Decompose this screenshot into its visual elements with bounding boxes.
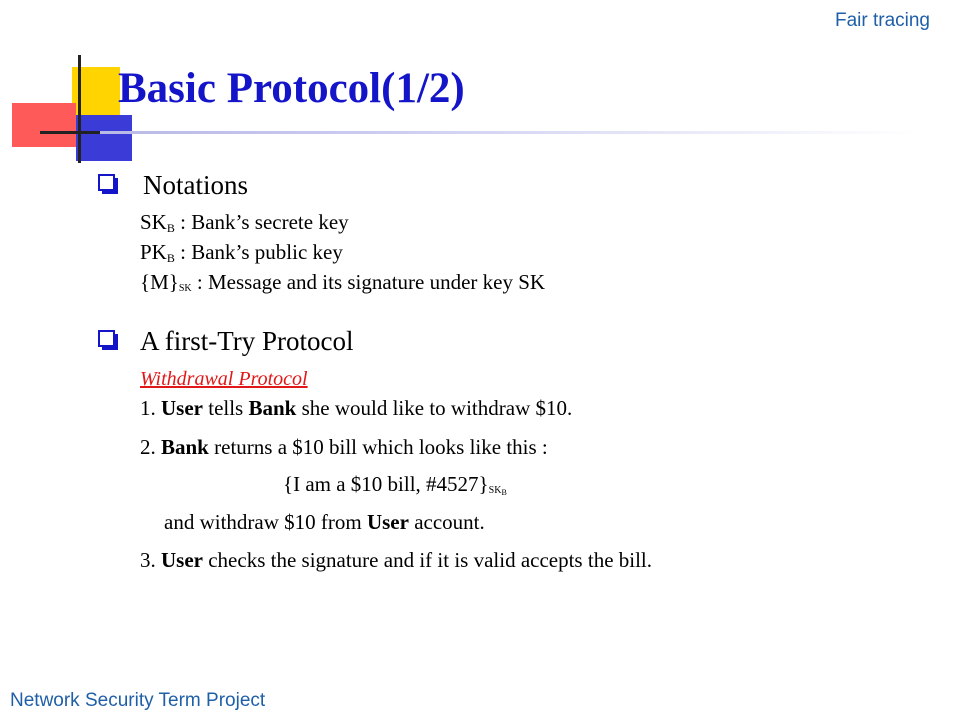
notation-sk	[140, 210, 349, 236]
bill-sub	[489, 485, 507, 496]
protocol-heading: A first-Try Protocol	[140, 326, 354, 356]
footer-text: Network Security Term Project	[10, 690, 266, 711]
bill-sub-sub: B	[501, 488, 507, 497]
notation-pk-sub: B	[166, 251, 175, 265]
step-1	[140, 396, 572, 421]
decoration-vertical-line	[78, 55, 81, 163]
step-2-number: 2.	[140, 435, 161, 459]
notation-pk-desc: : Bank’s public key	[174, 240, 343, 264]
header-right-text: Fair tracing	[834, 10, 930, 31]
step-1-text: tells	[202, 396, 249, 420]
step-1-actor2: Bank	[248, 396, 297, 420]
notation-pk	[140, 240, 343, 266]
decoration-horizontal-line	[40, 131, 920, 134]
notations-heading: Notations	[143, 170, 248, 200]
step-2b	[164, 510, 485, 535]
step-1-actor: User	[161, 396, 203, 420]
step-3	[140, 548, 652, 573]
checkbox-bullet-icon	[98, 330, 115, 347]
notation-msg-main: {M}	[140, 270, 179, 294]
step-2b-text: and withdraw $10 from	[164, 510, 367, 534]
notation-sk-sub: B	[166, 221, 175, 235]
step-3-text: checks the signature and if it is valid accepts the bill.	[202, 548, 653, 572]
step-1-number: 1.	[140, 396, 161, 420]
step-2-actor: Bank	[161, 435, 209, 459]
withdrawal-protocol-label: Withdrawal Protocol	[140, 368, 308, 390]
notation-pk-main: PK	[140, 240, 167, 264]
slide-title: Basic Protocol(1/2)	[118, 65, 465, 112]
withdrawal-label-row	[140, 366, 308, 391]
step-3-number: 3.	[140, 548, 161, 572]
bill-sub-main: SK	[488, 485, 502, 496]
decoration-blue-square	[76, 115, 132, 161]
step-2b-text2: account.	[408, 510, 485, 534]
step-3-actor: User	[161, 548, 203, 572]
notation-message	[140, 270, 545, 295]
bill-text: {I am a $10 bill, #4527}	[283, 472, 489, 496]
checkbox-bullet-icon	[98, 174, 115, 191]
step-1-text2: she would like to withdraw $10.	[296, 396, 573, 420]
step-2	[140, 435, 548, 460]
notation-sk-main: SK	[140, 210, 167, 234]
bill-example	[283, 472, 507, 497]
notation-msg-desc: : Message and its signature under key SK	[191, 270, 546, 294]
step-2-text: returns a $10 bill which looks like this :	[208, 435, 548, 459]
notation-sk-desc: : Bank’s secrete key	[174, 210, 349, 234]
decoration-red-square	[12, 103, 76, 147]
notation-msg-sub: SK	[178, 283, 192, 294]
step-2b-actor: User	[366, 510, 409, 534]
